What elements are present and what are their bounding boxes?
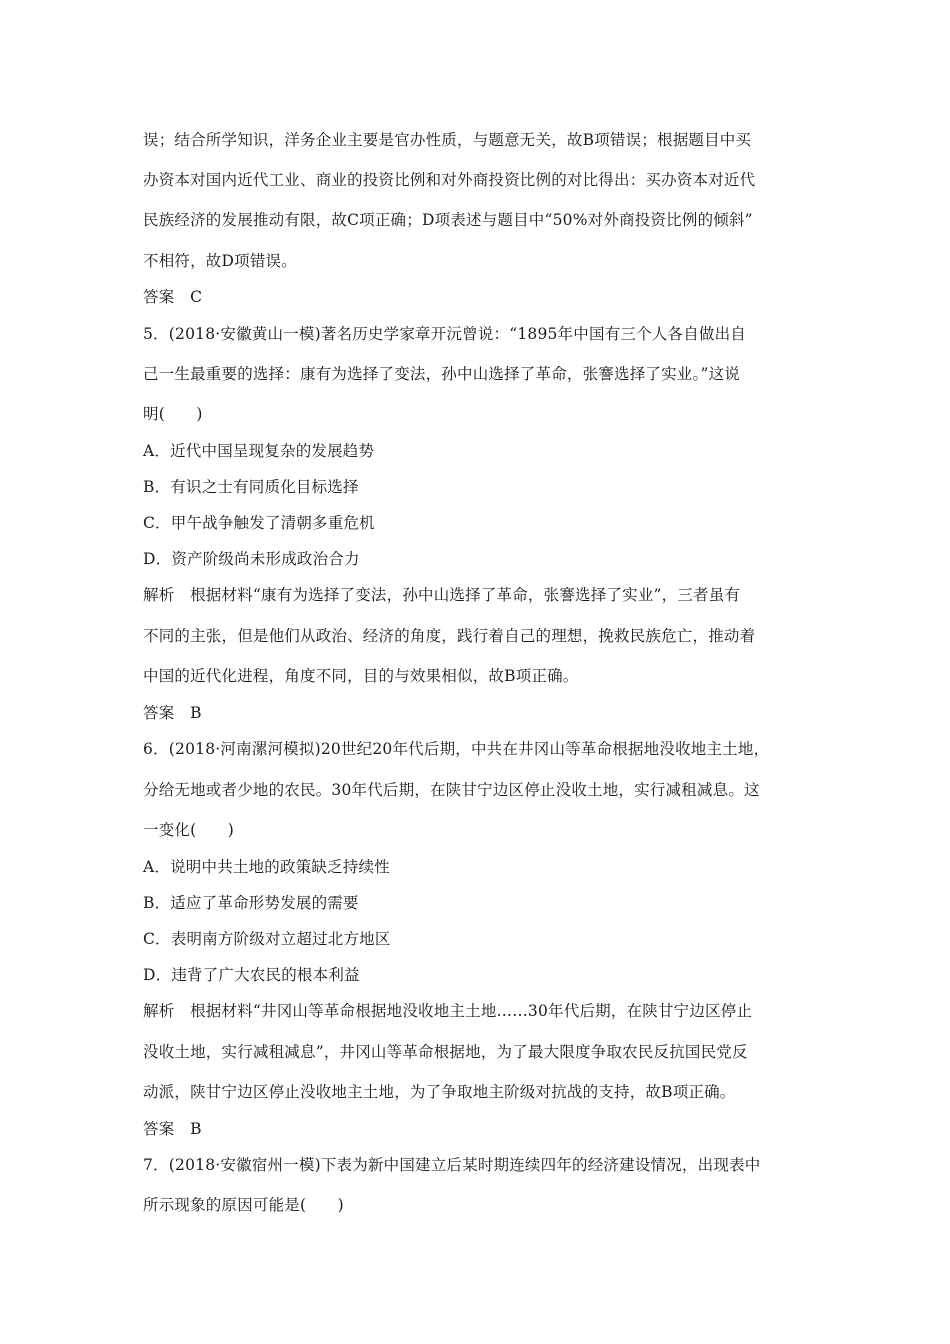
answer-line: 答案 C: [143, 288, 203, 306]
question-stem: 一变化( ): [143, 821, 234, 839]
answer-line: 答案 B: [143, 1120, 202, 1138]
question-stem: 所示现象的原因可能是( ): [143, 1196, 344, 1214]
question-stem: 分给无地或者少地的农民。30年代后期，在陕甘宁边区停止没收土地，实行减租减息。这: [143, 781, 760, 799]
analysis-line: 解析 根据材料“井冈山等革命根据地没收地主土地……30年代后期，在陕甘宁边区停止: [143, 1002, 753, 1020]
option-b: B．适应了革命形势发展的需要: [143, 894, 359, 912]
text-line: 民族经济的发展推动有限，故C项正确；D项表述与题目中“50%对外商投资比例的倾斜”: [143, 211, 753, 229]
option-a: A．近代中国呈现复杂的发展趋势: [143, 442, 375, 460]
question-stem: 明( ): [143, 405, 203, 423]
answer-line: 答案 B: [143, 704, 202, 722]
text-line: 不相符，故D项错误。: [143, 252, 297, 270]
analysis-line: 不同的主张，但是他们从政治、经济的角度，践行着自己的理想，挽救民族危亡，推动着: [143, 627, 756, 645]
option-b: B．有识之士有同质化目标选择: [143, 478, 359, 496]
option-d: D．违背了广大农民的根本利益: [143, 966, 360, 984]
analysis-line: 中国的近代化进程，角度不同，目的与效果相似，故B项正确。: [143, 667, 579, 685]
text-line: 误；结合所学知识，洋务企业主要是官办性质，与题意无关，故B项错误；根据题目中买: [143, 131, 752, 149]
option-c: C．甲午战争触发了清朝多重危机: [143, 514, 375, 532]
option-a: A．说明中共土地的政策缺乏持续性: [143, 858, 390, 876]
analysis-line: 解析 根据材料“康有为选择了变法，孙中山选择了革命，张謇选择了实业”，三者虽有: [143, 586, 741, 604]
analysis-line: 没收土地，实行减租减息”，井冈山等革命根据地，为了最大限度争取农民反抗国民党反: [143, 1043, 748, 1061]
question-stem: 己一生最重要的选择：康有为选择了变法，孙中山选择了革命，张謇选择了实业。”这说: [143, 365, 740, 383]
option-d: D．资产阶级尚未形成政治合力: [143, 550, 360, 568]
question-stem: 6．(2018·河南漯河模拟)20世纪20年代后期，中共在井冈山等革命根据地没收地主土地，: [143, 740, 770, 758]
analysis-line: 动派，陕甘宁边区停止没收地主土地，为了争取地主阶级对抗战的支持，故B项正确。: [143, 1083, 736, 1101]
text-line: 办资本对国内近代工业、商业的投资比例和对外商投资比例的对比得出：买办资本对近代: [143, 171, 756, 189]
question-stem: 7．(2018·安徽宿州一模)下表为新中国建立后某时期连续四年的经济建设情况，出现表中: [143, 1156, 761, 1174]
question-stem: 5．(2018·安徽黄山一模)著名历史学家章开沅曾说：“1895年中国有三个人各自做出自: [143, 325, 747, 343]
option-c: C．表明南方阶级对立超过北方地区: [143, 930, 391, 948]
